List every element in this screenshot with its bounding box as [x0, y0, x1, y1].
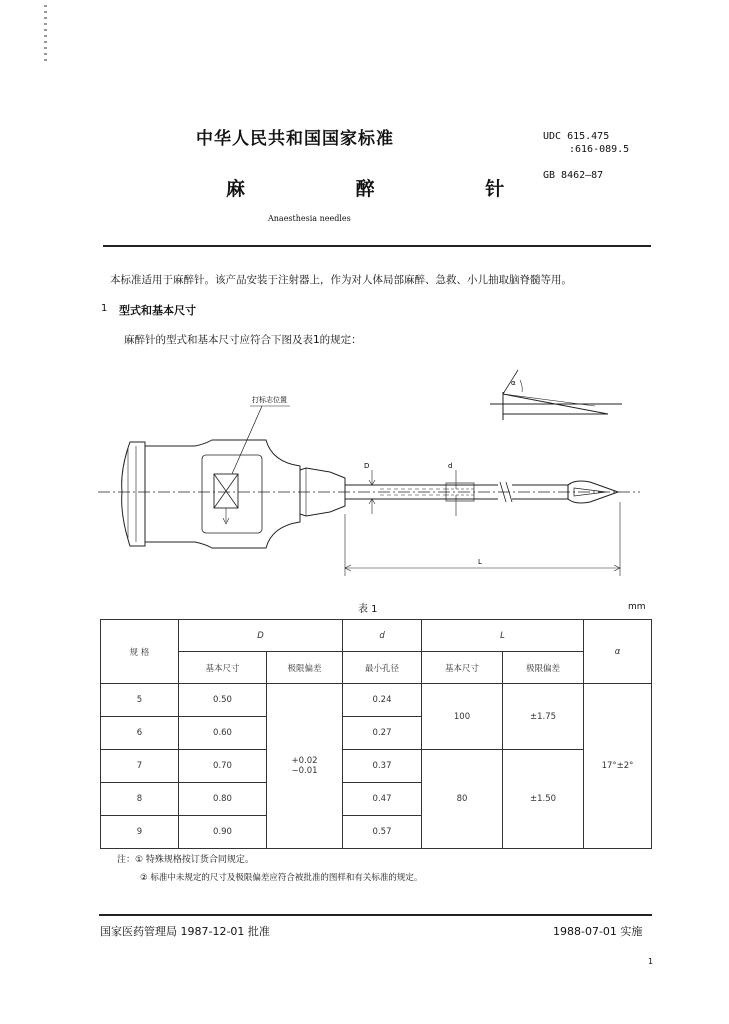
scope-paragraph: 本标准适用于麻醉针。该产品安装于注射器上，作为对人体局部麻醉、急救、小儿抽取脑脊髓等用。	[110, 274, 572, 286]
cell-gauge: 7	[101, 750, 179, 783]
gb-number: GB 8462—87	[543, 170, 604, 181]
section-title: 型式和基本尺寸	[119, 304, 196, 317]
section-number: 1	[101, 303, 108, 314]
cell-D: 0.90	[179, 816, 267, 849]
cell-L-80-tol: ±1.50	[503, 750, 584, 849]
header-D-tolerance: 极限偏差	[267, 652, 343, 684]
cell-alpha: 17°±2°	[584, 684, 652, 849]
header-alpha: α	[584, 620, 652, 684]
cell-gauge: 5	[101, 684, 179, 717]
header-L: L	[422, 620, 584, 652]
standard-title: 中华人民共和国国家标准	[196, 129, 394, 149]
label-d: d	[448, 462, 453, 470]
cell-d: 0.27	[343, 717, 422, 750]
header-L-tolerance: 极限偏差	[503, 652, 584, 684]
table-row	[101, 750, 652, 783]
approval-line: 国家医药管理局 1987-12-01 批准	[100, 925, 270, 938]
page-number: 1	[648, 957, 654, 966]
cell-d: 0.37	[343, 750, 422, 783]
cell-gauge: 8	[101, 783, 179, 816]
D-tol-lower: −0.01	[291, 766, 318, 776]
udc-line-1: UDC 615.475	[543, 131, 610, 142]
effective-date: 1988-07-01 实施	[553, 925, 643, 938]
hub-flange	[122, 442, 145, 546]
document-title-english: Anaesthesia needles	[268, 214, 351, 223]
D-tol-upper: +0.02	[291, 756, 318, 766]
cell-D: 0.80	[179, 783, 267, 816]
bevel-detail	[490, 370, 622, 420]
note-2: ② 标准中未规定的尺寸及极限偏差应符合被批准的图样和有关标准的规定。	[140, 873, 423, 883]
header-gauge: 规 格	[101, 620, 179, 684]
callout-mark-position: 打标志位置	[252, 396, 287, 404]
document-title: 麻 醉 针	[226, 178, 557, 200]
table-caption: 表 1	[358, 604, 378, 615]
note-1: 注：① 特殊规格按订货合同规定。	[117, 855, 254, 865]
section-paragraph: 麻醉针的型式和基本尺寸应符合下图及表1的规定：	[124, 334, 362, 346]
cell-L-100: 100	[422, 684, 503, 750]
cell-D: 0.70	[179, 750, 267, 783]
footer-rule	[99, 914, 652, 916]
cell-D-tolerance	[267, 684, 343, 849]
header-L-basic: 基本尺寸	[422, 652, 503, 684]
header-D: D	[179, 620, 343, 652]
header-D-basic: 基本尺寸	[179, 652, 267, 684]
hub-body	[145, 440, 300, 548]
header-min-bore: 最小孔径	[343, 652, 422, 684]
table-unit: mm	[628, 602, 646, 612]
cell-d: 0.57	[343, 816, 422, 849]
cell-gauge: 9	[101, 816, 179, 849]
cell-gauge: 6	[101, 717, 179, 750]
cell-L-100-tol: ±1.75	[503, 684, 584, 750]
spec-table	[100, 619, 652, 849]
table-row	[101, 684, 652, 717]
label-D: D	[364, 462, 370, 470]
cell-d: 0.24	[343, 684, 422, 717]
label-L: L	[478, 558, 482, 566]
udc-line-2: :616-089.5	[569, 144, 630, 155]
header-d: d	[343, 620, 422, 652]
cell-D: 0.60	[179, 717, 267, 750]
cell-D: 0.50	[179, 684, 267, 717]
label-alpha: α	[511, 379, 516, 387]
cell-L-80: 80	[422, 750, 503, 849]
cell-d: 0.47	[343, 783, 422, 816]
